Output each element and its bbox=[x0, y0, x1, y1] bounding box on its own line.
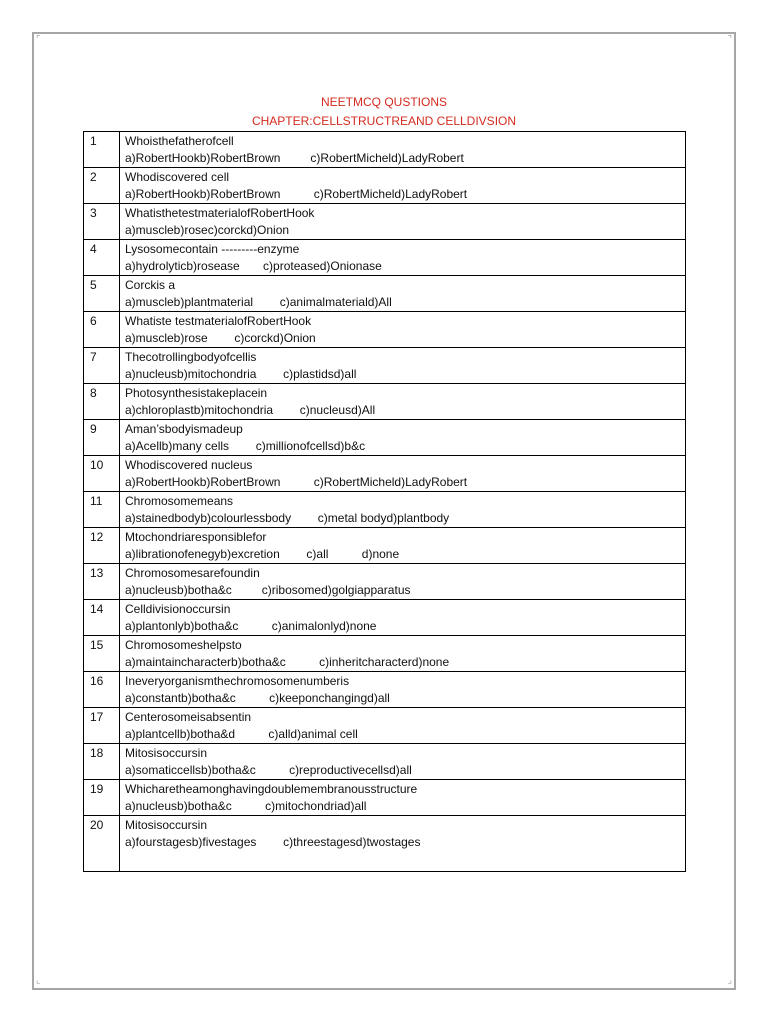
question-cell bbox=[120, 708, 686, 744]
question-number: 17 bbox=[84, 708, 120, 744]
question-options: a)muscleb)plantmaterial c)animalmateriald)All bbox=[125, 295, 392, 309]
question-cell bbox=[120, 744, 686, 780]
question-number: 16 bbox=[84, 672, 120, 708]
question-row bbox=[84, 204, 686, 240]
question-options: a)plantonlyb)botha&c c)animalonlyd)none bbox=[125, 619, 377, 633]
question-number: 10 bbox=[84, 456, 120, 492]
question-cell bbox=[120, 492, 686, 528]
question-text: Ineveryorganismthechromosomenumberis bbox=[125, 674, 350, 688]
question-row bbox=[84, 240, 686, 276]
question-number: 19 bbox=[84, 780, 120, 816]
question-cell bbox=[120, 528, 686, 564]
question-options: a)stainedbodyb)colourlessbody c)metal bodyd)plantbody bbox=[125, 511, 450, 525]
question-options: a)constantb)botha&c c)keeponchangingd)all bbox=[125, 691, 390, 705]
question-text: Whodiscovered nucleus bbox=[125, 458, 253, 472]
question-row bbox=[84, 276, 686, 312]
question-row bbox=[84, 420, 686, 456]
question-row bbox=[84, 384, 686, 420]
question-row bbox=[84, 564, 686, 600]
question-text: Mtochondriaresponsiblefor bbox=[125, 530, 267, 544]
question-cell bbox=[120, 816, 686, 872]
question-cell bbox=[120, 420, 686, 456]
question-cell bbox=[120, 600, 686, 636]
question-row bbox=[84, 816, 686, 872]
question-number: 18 bbox=[84, 744, 120, 780]
question-text: Chromosomeshelpsto bbox=[125, 638, 242, 652]
question-text: Whoisthefatherofcell bbox=[125, 134, 234, 148]
question-number: 9 bbox=[84, 420, 120, 456]
corner-mark-top-left: ⌜ bbox=[36, 35, 41, 45]
question-text: Chromosomemeans bbox=[125, 494, 234, 508]
question-row bbox=[84, 780, 686, 816]
question-row bbox=[84, 744, 686, 780]
question-number: 5 bbox=[84, 276, 120, 312]
questions-table bbox=[83, 131, 686, 872]
question-row bbox=[84, 708, 686, 744]
question-text: Whatiste testmaterialofRobertHook bbox=[125, 314, 312, 328]
question-row bbox=[84, 492, 686, 528]
question-text: Lysosomecontain ---------enzyme bbox=[125, 242, 300, 256]
question-options: a)hydrolyticb)rosease c)proteased)Onionase bbox=[125, 259, 382, 273]
question-row bbox=[84, 348, 686, 384]
question-options: a)fourstagesb)fivestages c)threestagesd)twostages bbox=[125, 835, 421, 849]
question-options: a)nucleusb)mitochondria c)plastidsd)all bbox=[125, 367, 357, 381]
question-number: 3 bbox=[84, 204, 120, 240]
question-row bbox=[84, 600, 686, 636]
question-cell bbox=[120, 132, 686, 168]
question-number: 8 bbox=[84, 384, 120, 420]
question-options: a)RobertHookb)RobertBrown c)RobertMicheld)LadyRobert bbox=[125, 187, 468, 201]
question-options: a)RobertHookb)RobertBrown c)RobertMicheld)LadyRobert bbox=[125, 151, 464, 165]
document-title: NEETMCQ QUSTIONS bbox=[320, 95, 447, 109]
question-options: a)librationofenegyb)excretion c)all d)none bbox=[125, 547, 400, 561]
question-number: 6 bbox=[84, 312, 120, 348]
question-text: Whodiscovered cell bbox=[125, 170, 230, 184]
question-text: Chromosomesarefoundin bbox=[125, 566, 260, 580]
question-text: Celldivisionoccursin bbox=[125, 602, 231, 616]
question-number: 20 bbox=[84, 816, 120, 872]
question-options: a)muscleb)rose c)corckd)Onion bbox=[125, 331, 316, 345]
question-number: 15 bbox=[84, 636, 120, 672]
corner-mark-top-right: ⌝ bbox=[727, 35, 732, 45]
question-text: Mitosisoccursin bbox=[125, 818, 208, 832]
question-number: 11 bbox=[84, 492, 120, 528]
question-row bbox=[84, 132, 686, 168]
question-row bbox=[84, 456, 686, 492]
question-cell bbox=[120, 384, 686, 420]
question-row bbox=[84, 636, 686, 672]
question-number: 13 bbox=[84, 564, 120, 600]
question-cell bbox=[120, 672, 686, 708]
question-number: 7 bbox=[84, 348, 120, 384]
question-number: 2 bbox=[84, 168, 120, 204]
question-text: Aman’sbodyismadeup bbox=[125, 422, 243, 436]
question-row bbox=[84, 168, 686, 204]
question-text: WhatisthetestmaterialofRobertHook bbox=[125, 206, 315, 220]
question-row bbox=[84, 312, 686, 348]
question-text: Thecotrollingbodyofcellis bbox=[125, 350, 257, 364]
question-options: a)plantcellb)botha&d c)alld)animal cell bbox=[125, 727, 358, 741]
question-options: a)Acellb)many cells c)millionofcellsd)b&c bbox=[125, 439, 366, 453]
questions-table-body bbox=[84, 132, 686, 872]
question-cell bbox=[120, 168, 686, 204]
question-options: a)chloroplastb)mitochondria c)nucleusd)All bbox=[125, 403, 376, 417]
question-number: 4 bbox=[84, 240, 120, 276]
corner-mark-bottom-right: ⌟ bbox=[727, 976, 732, 986]
question-number: 14 bbox=[84, 600, 120, 636]
question-options: a)nucleusb)botha&c c)mitochondriad)all bbox=[125, 799, 367, 813]
question-number: 1 bbox=[84, 132, 120, 168]
question-cell bbox=[120, 312, 686, 348]
question-number: 12 bbox=[84, 528, 120, 564]
corner-mark-bottom-left: ⌞ bbox=[36, 976, 41, 986]
question-cell bbox=[120, 204, 686, 240]
question-cell bbox=[120, 240, 686, 276]
question-cell bbox=[120, 636, 686, 672]
question-cell bbox=[120, 456, 686, 492]
question-row bbox=[84, 672, 686, 708]
question-text: Photosynthesistakeplacein bbox=[125, 386, 268, 400]
chapter-title: CHAPTER:CELLSTRUCTREAND CELLDIVSION bbox=[251, 114, 517, 128]
question-cell bbox=[120, 564, 686, 600]
question-text: Mitosisoccursin bbox=[125, 746, 208, 760]
question-text: Whicharetheamonghavingdoublemembranousstructure bbox=[125, 782, 418, 796]
question-options: a)muscleb)rosec)corckd)Onion bbox=[125, 223, 290, 237]
question-options: a)RobertHookb)RobertBrown c)RobertMicheld)LadyRobert bbox=[125, 475, 468, 489]
question-cell bbox=[120, 780, 686, 816]
question-cell bbox=[120, 276, 686, 312]
question-row bbox=[84, 528, 686, 564]
question-text: Corckis a bbox=[125, 278, 176, 292]
question-text: Centerosomeisabsentin bbox=[125, 710, 252, 724]
question-options: a)maintaincharacterb)botha&c c)inheritcharacterd)none bbox=[125, 655, 450, 669]
question-cell bbox=[120, 348, 686, 384]
question-options: a)somaticcellsb)botha&c c)reproductivecellsd)all bbox=[125, 763, 412, 777]
question-options: a)nucleusb)botha&c c)ribosomed)golgiapparatus bbox=[125, 583, 411, 597]
